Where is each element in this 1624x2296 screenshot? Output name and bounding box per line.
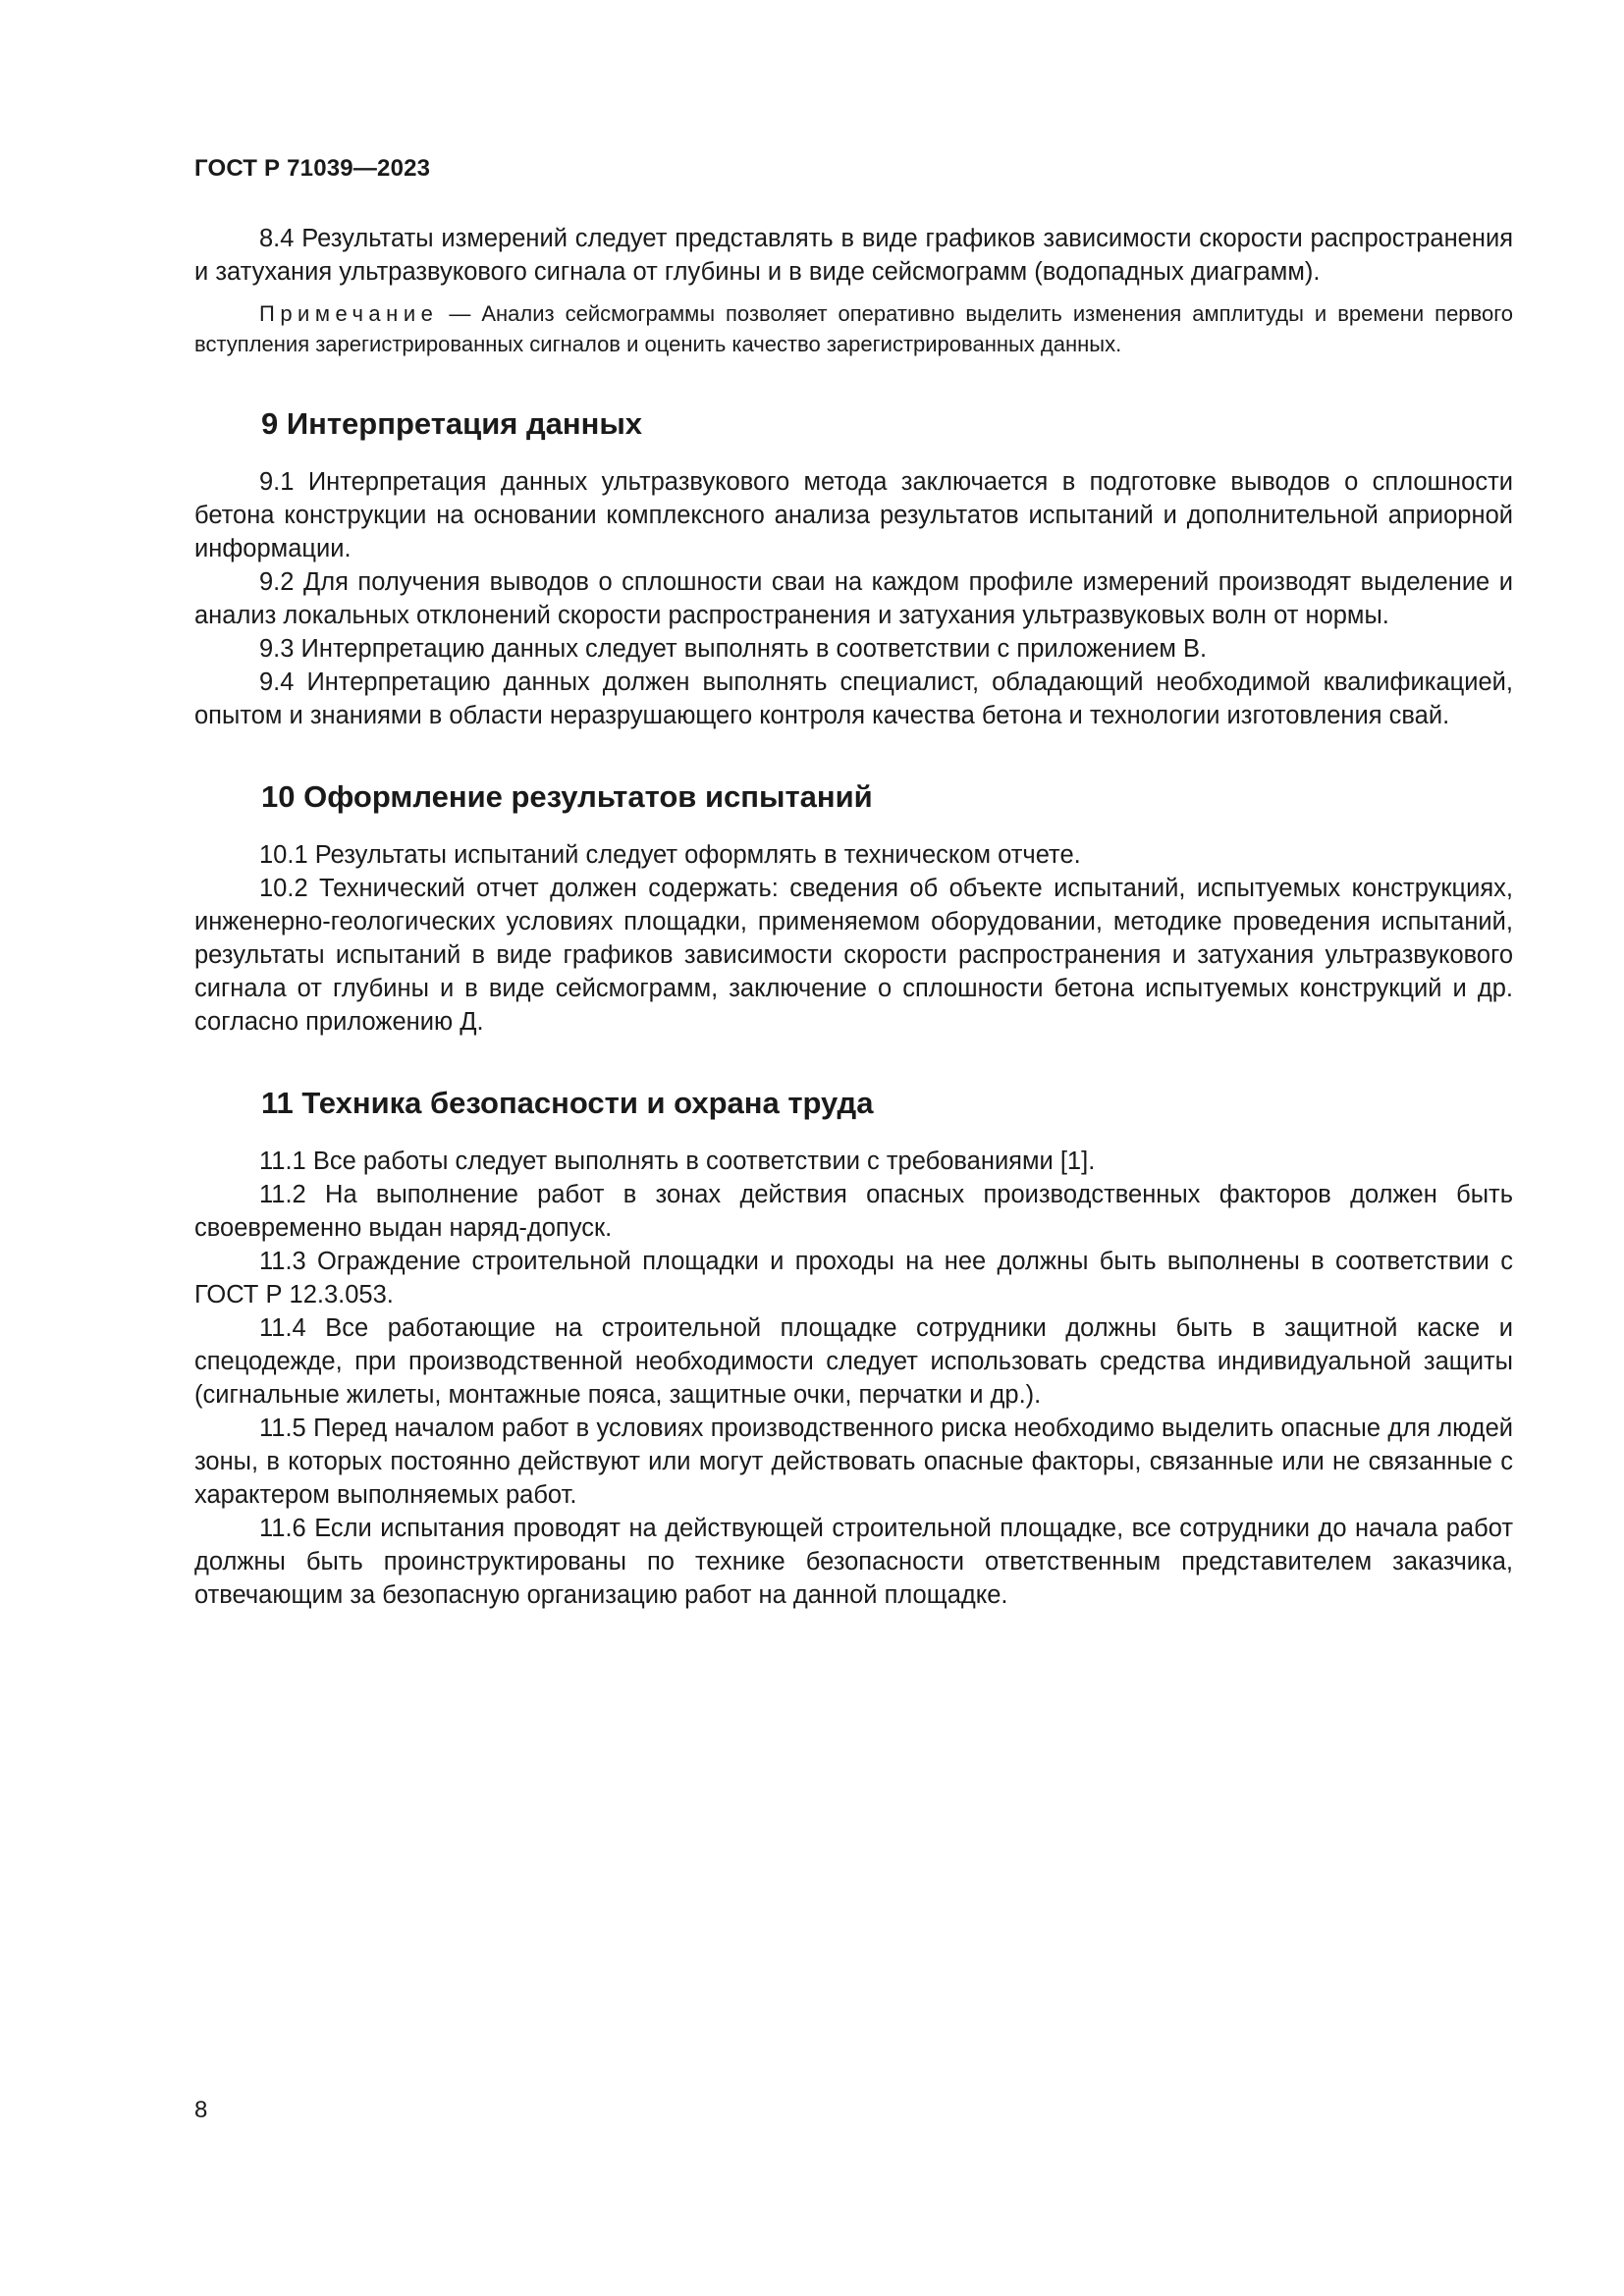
note bbox=[194, 298, 1513, 359]
section-10 bbox=[194, 777, 1513, 1039]
document-body bbox=[194, 222, 1513, 1612]
standard-code-header: ГОСТ Р 71039—2023 bbox=[194, 155, 431, 182]
note-text: — Анализ сейсмограммы позволяет оперативно выделить изменения амплитуды и времени первого вступления зарегистрированных сигналов и оценить качество зарегистрированных данных. bbox=[194, 301, 1513, 356]
section-title-10: 10 Оформление результатов испытаний bbox=[261, 779, 873, 814]
paragraph-8-4: 8.4 Результаты измерений следует представлять в виде графиков зависимости скорости распространения и затухания ультразвукового сигнала от глубины и в виде сейсмограмм (водопадных диаграмм). bbox=[194, 225, 1513, 286]
paragraph-11-5: 11.5 Перед началом работ в условиях производственного риска необходимо выделить опасные для людей зоны, в которых постоянно действуют или могут действовать опасные факторы, связанные или не связанные с характером выполняемых работ. bbox=[194, 1415, 1513, 1509]
page-number: 8 bbox=[194, 2097, 208, 2123]
section-title-9: 9 Интерпретация данных bbox=[261, 406, 643, 441]
section-title-11: 11 Техника безопасности и охрана труда bbox=[261, 1086, 874, 1120]
paragraph-11-4: 11.4 Все работающие на строительной площадке сотрудники должны быть в защитной каске и спецодежде, при производственной необходимости следует использовать средства индивидуальной защиты (сигнальные жилеты, монтажные пояса, защитные очки, перчатки и др.). bbox=[194, 1314, 1513, 1409]
paragraph-11-6: 11.6 Если испытания проводят на действующей строительной площадке, все сотрудники до начала работ должны быть проинструктированы по технике безопасности ответственным представителем заказчика, отвечающим за безопасную организацию работ на данной площадке. bbox=[194, 1515, 1513, 1609]
paragraph-11-1: 11.1 Все работы следует выполнять в соответствии с требованиями [1]. bbox=[259, 1148, 1096, 1175]
paragraph-9-1: 9.1 Интерпретация данных ультразвукового метода заключается в подготовке выводов о сплошности бетона конструкции на основании комплексного анализа результатов испытаний и дополнительной априорной информации. bbox=[194, 468, 1513, 562]
section-11 bbox=[194, 1084, 1513, 1612]
paragraph-9-3: 9.3 Интерпретацию данных следует выполнять в соответствии с приложением В. bbox=[259, 635, 1208, 663]
paragraph-9-4: 9.4 Интерпретацию данных должен выполнять специалист, обладающий необходимой квалификацией, опытом и знаниями в области неразрушающего контроля качества бетона и технологии изготовления свай. bbox=[194, 668, 1513, 729]
paragraph-11-3: 11.3 Ограждение строительной площадки и проходы на нее должны быть выполнены в соответствии с ГОСТ Р 12.3.053. bbox=[194, 1248, 1513, 1308]
paragraph-11-2: 11.2 На выполнение работ в зонах действия опасных производственных факторов должен быть своевременно выдан наряд-допуск. bbox=[194, 1181, 1513, 1242]
paragraph-10-1: 10.1 Результаты испытаний следует оформлять в техническом отчете. bbox=[259, 841, 1081, 869]
note-label: Примечание bbox=[259, 301, 439, 326]
paragraph-10-2: 10.2 Технический отчет должен содержать: сведения об объекте испытаний, испытуемых конструкциях, инженерно-геологических условиях площадки, применяемом оборудовании, методике проведения испытаний, результаты испытаний в виде графиков зависимости скорости распространения и затухания ультразвукового сигнала от глубины и в виде сейсмограмм, заключение о сплошности бетона испытуемых конструкций и др. согласно приложению Д. bbox=[194, 875, 1513, 1036]
section-9 bbox=[194, 404, 1513, 732]
paragraph-9-2: 9.2 Для получения выводов о сплошности сваи на каждом профиле измерений производят выделение и анализ локальных отклонений скорости распространения и затухания ультразвуковых волн от нормы. bbox=[194, 568, 1513, 629]
